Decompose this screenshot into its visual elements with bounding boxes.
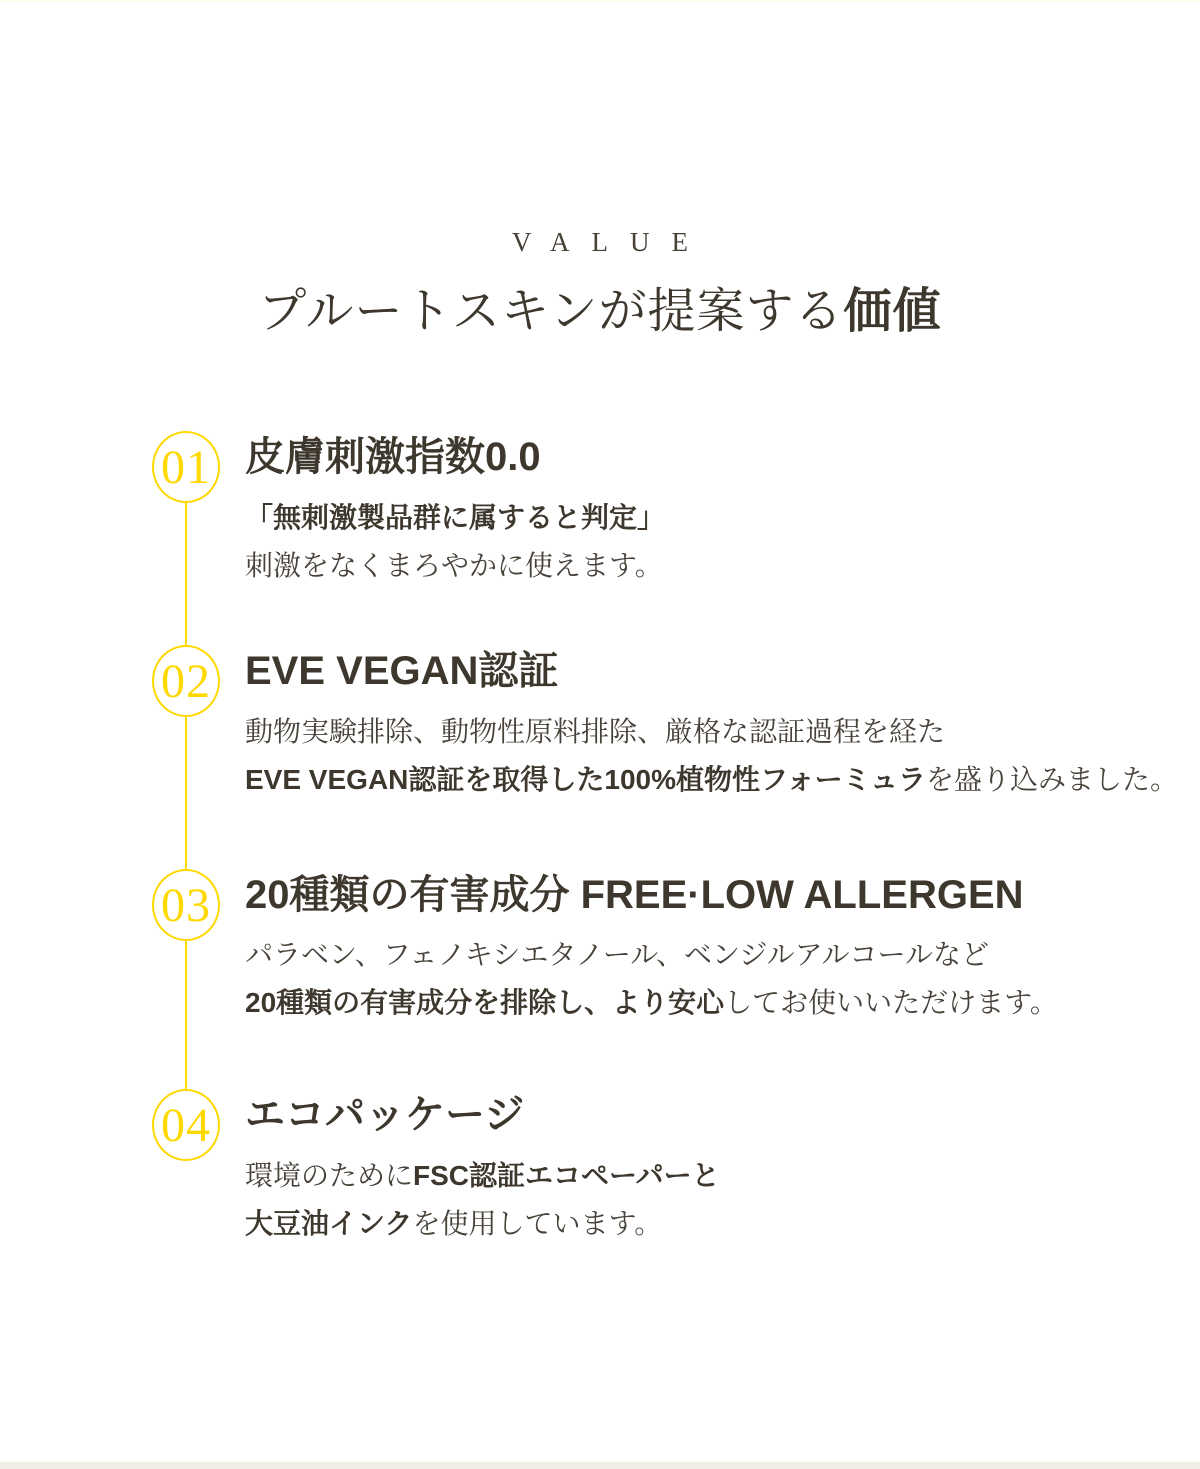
value-list <box>0 431 1200 1248</box>
body-text-segment: を使用しています。 <box>412 1208 663 1240</box>
body-text-segment: を盛り込みました。 <box>926 763 1179 795</box>
item-body-line <box>245 756 1178 804</box>
item-heading: 20種類の有害成分 FREE·LOW ALLERGEN <box>245 872 1024 917</box>
section-title <box>0 284 1200 341</box>
item-number: 03 <box>161 878 211 932</box>
body-text-segment: 大豆油インク <box>245 1208 413 1240</box>
body-text-segment: 20種類の有害成分を排除し、より安心 <box>245 987 725 1019</box>
item-text-block <box>245 869 1058 1028</box>
item-text-block <box>245 645 1178 804</box>
body-text-segment: パラベン、フェノキシエタノール、ベンジルアルコールなど <box>245 939 989 971</box>
item-heading: 皮膚刺激指数0.0 <box>245 435 541 480</box>
section-title-bold: 価値 <box>843 285 942 339</box>
item-number: 01 <box>161 441 211 495</box>
item-text-block <box>245 1089 720 1248</box>
item-heading: EVE VEGAN認証 <box>245 648 559 693</box>
item-body-line <box>245 979 1058 1027</box>
value-item-02 <box>152 645 1200 804</box>
body-text-segment: EVE VEGAN認証を取得した100%植物性フォーミュラ <box>245 763 927 795</box>
body-text-segment: 動物実験排除、動物性原料排除、厳格な認証過程を経た <box>245 715 946 747</box>
item-number-badge <box>152 869 220 941</box>
item-heading: エコパッケージ <box>245 1093 525 1138</box>
body-text-segment: FSC認証エコペーパーと <box>413 1160 720 1192</box>
value-item-04 <box>152 1089 1200 1248</box>
item-body-line <box>245 494 665 542</box>
body-text-segment: 「無刺激製品群に属すると判定」 <box>245 501 666 533</box>
section-divider-bottom <box>0 1462 1200 1469</box>
item-number: 02 <box>161 654 211 708</box>
section-eyebrow: VALUE <box>511 227 710 257</box>
section-divider-top <box>0 0 1200 2</box>
item-body-line <box>245 708 1178 756</box>
body-text-segment: してお使いいただけます。 <box>724 987 1058 1019</box>
item-number-badge <box>152 645 220 717</box>
item-number: 04 <box>161 1099 211 1153</box>
body-text-segment: 環境のために <box>245 1160 414 1192</box>
body-text-segment: 刺激をなくまろやかに使えます。 <box>245 549 663 581</box>
value-item-03 <box>152 869 1200 1028</box>
item-body-line <box>245 931 1058 979</box>
item-text-block <box>245 431 665 590</box>
item-body-line <box>245 1152 720 1200</box>
item-number-badge <box>152 1089 220 1161</box>
item-number-badge <box>152 431 220 503</box>
item-body-line <box>245 1200 720 1248</box>
item-body-line <box>245 542 665 590</box>
value-item-01 <box>152 431 1200 590</box>
section-title-regular: プルートスキンが提案する <box>258 285 844 339</box>
